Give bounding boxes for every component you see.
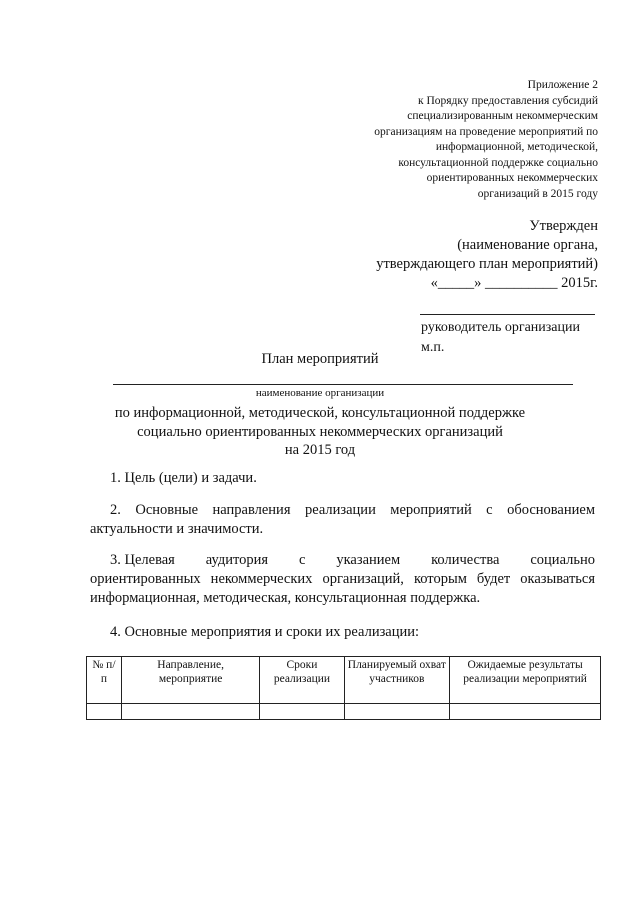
audience-word: аудитория	[205, 552, 269, 568]
table-header-row	[87, 657, 601, 704]
subtitle-line: на 2015 год	[284, 442, 356, 458]
audience-word: 3. Целевая	[110, 552, 175, 568]
section-audience-rest: ориентированных некоммерческих организаций, которым будет оказываться информационная, методическая, консультационная поддержка.	[90, 571, 595, 606]
audience-word: указанием	[336, 552, 401, 568]
approval-date-line: «_____» __________ 2015г.	[430, 275, 598, 291]
appendix-line: ориентированных некоммерческих	[426, 172, 598, 184]
audience-word: социально	[530, 552, 595, 568]
organization-name-line	[113, 384, 573, 385]
approval-line: Утвержден	[529, 218, 598, 234]
stamp-mark: м.п.	[421, 340, 445, 355]
section-audience-first-line	[90, 551, 595, 570]
organization-caption: наименование организации	[255, 387, 385, 399]
table-cell[interactable]	[121, 704, 260, 720]
table-cell[interactable]	[450, 704, 601, 720]
appendix-line: информационной, методической,	[435, 141, 598, 153]
section-audience	[90, 551, 595, 608]
approval-line: (наименование органа,	[457, 237, 598, 253]
table-row	[87, 704, 601, 720]
plan-title: План мероприятий	[261, 351, 379, 367]
table-cell[interactable]	[260, 704, 344, 720]
subtitle-line: по информационной, методической, консультационной поддержке	[114, 405, 526, 421]
section-goals: 1. Цель (цели) и задачи.	[110, 470, 257, 486]
audience-word: с	[298, 552, 306, 568]
signer-title: руководитель организации	[421, 320, 580, 335]
appendix-line: специализированным некоммерческим	[407, 110, 598, 122]
header-results: Ожидаемые результаты реализации мероприятий	[450, 657, 601, 704]
plan-subtitle	[0, 404, 640, 460]
signature-line	[420, 314, 595, 315]
audience-word: количества	[431, 552, 500, 568]
section-directions: 2. Основные направления реализации мероприятий с обоснованием актуальности и значимости.	[90, 502, 595, 537]
appendix-line: организаций в 2015 году	[477, 187, 598, 200]
header-number: № п/п	[87, 657, 122, 704]
approval-block	[376, 217, 598, 293]
subtitle-line: социально ориентированных некоммерческих организаций	[137, 423, 503, 440]
appendix-line: Приложение 2	[527, 79, 598, 91]
table-cell[interactable]	[344, 704, 450, 720]
appendix-line: консультационной поддержке социально	[398, 156, 598, 169]
table-cell[interactable]	[87, 704, 122, 720]
appendix-line: к Порядку предоставления субсидий	[418, 94, 598, 107]
appendix-block	[374, 78, 598, 202]
header-direction: Направление, мероприятие	[121, 657, 260, 704]
approval-line: утверждающего план мероприятий)	[376, 256, 598, 272]
appendix-line: организациям на проведение мероприятий по	[374, 125, 598, 138]
header-coverage: Планируемый охват участников	[344, 657, 450, 704]
section-activities: 4. Основные мероприятия и сроки их реализации:	[110, 624, 420, 640]
header-timing: Сроки реализации	[260, 657, 344, 704]
activities-table	[86, 656, 601, 720]
